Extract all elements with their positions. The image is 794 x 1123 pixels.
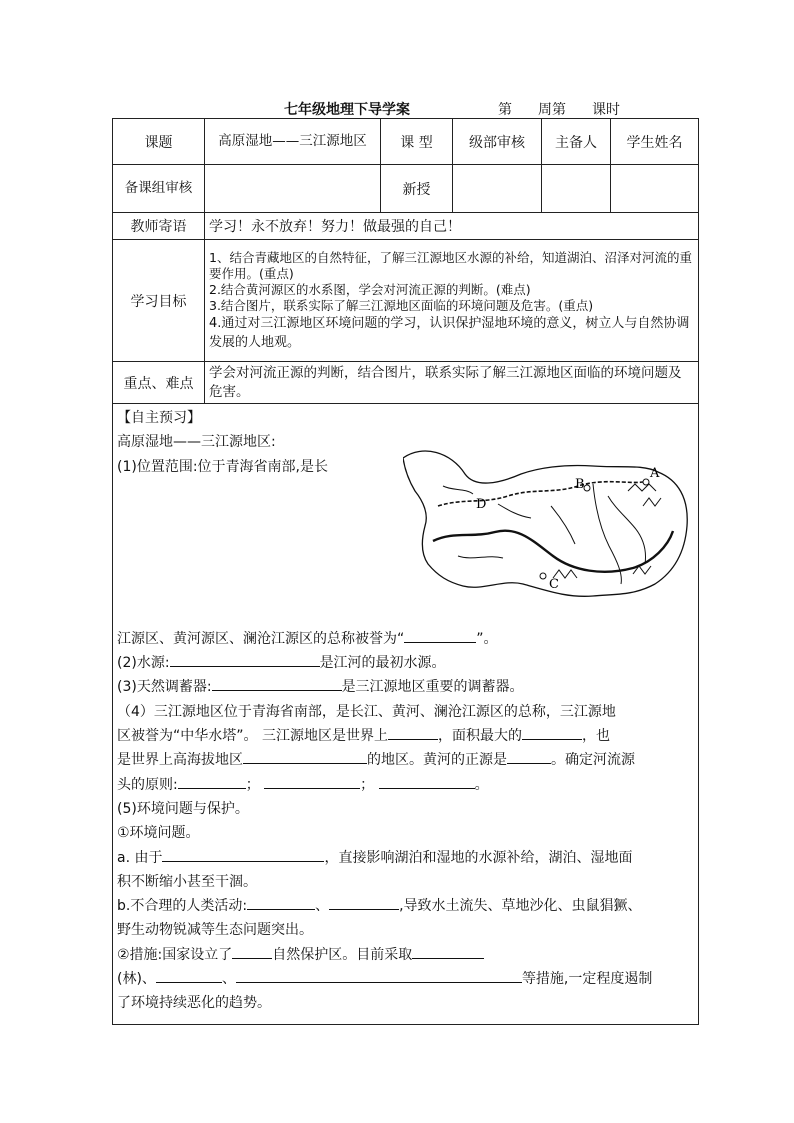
goal-2: 2.结合黄河源区的水系图，学会对河流正源的判断。(难点): [209, 281, 531, 297]
blank-human-activity-2[interactable]: [329, 894, 399, 910]
item-5a1: a. 由于 ，直接影响湖泊和湿地的水源补给，湖泊、湿地面: [117, 846, 694, 870]
table-row: [113, 119, 699, 165]
blank-reserve[interactable]: [232, 943, 272, 959]
item-5c1: ②措施:国家设立了 自然保护区。目前采取: [117, 943, 694, 967]
blank-nickname[interactable]: [404, 627, 476, 643]
page-title: 七年级地理下导学案: [284, 102, 410, 118]
item-4d: 头的原则: ； ； 。: [117, 773, 694, 797]
map-label-c: C: [549, 577, 559, 592]
item-5b2: 野生动物锐减等生态问题突出。: [117, 922, 313, 939]
item-5c3: 了环境持续恶化的趋势。: [117, 995, 271, 1012]
week-blank[interactable]: [512, 105, 538, 119]
sanjiangyuan-map: [403, 446, 693, 614]
table-row: [113, 240, 699, 362]
blank-measure-1[interactable]: [412, 943, 484, 959]
goal-4: 4.通过对三江源地区环境问题的学习，认识保护湿地环境的意义，树立人与自然协调发展的人地观。: [209, 315, 690, 350]
item-1b: 江源区、黄河源区、澜沧江源区的总称被誉为“ ”。: [117, 627, 694, 651]
preview-subheading: 高原湿地——三江源地区:: [117, 434, 276, 451]
item-5a2: 积不断缩小甚至干涸。: [117, 873, 257, 890]
student-name-cell[interactable]: [611, 165, 699, 213]
table-row: [113, 213, 699, 240]
item-5: (5)环境问题与保护。: [117, 800, 249, 817]
table-row: [113, 165, 699, 213]
group-review-cell[interactable]: [205, 165, 381, 213]
header: [112, 97, 697, 117]
blank-principle-3[interactable]: [379, 773, 475, 789]
learning-goals-label: 学习目标: [113, 240, 205, 362]
week-lesson-field: 第 周第 课时: [498, 102, 620, 118]
key-points-label: 重点、难点: [113, 362, 205, 404]
blank-measure-2[interactable]: [156, 967, 222, 983]
item-2: (2)水源: 是江河的最初水源。: [117, 651, 694, 675]
key-points: 学会对河流正源的判断，结合图片，联系实际了解三江源地区面临的环境问题及危害。: [205, 362, 699, 404]
blank-world-feature[interactable]: [388, 724, 438, 740]
map-label-d: D: [476, 497, 487, 512]
guide-table: [112, 118, 699, 1025]
preview-heading: 【自主预习】: [117, 410, 201, 426]
topic-label: 课题: [113, 119, 205, 165]
item-4a: （4）三江源地区位于青海省南部，是长江、黄河、澜沧江源区的总称，三江源地: [117, 703, 616, 720]
review-label: 级部审核: [453, 119, 542, 165]
blank-principle-2[interactable]: [264, 773, 360, 789]
topic-value: 高原湿地——三江源地区: [205, 119, 381, 165]
item-1a: (1)位置范围:位于青海省南部,是长: [117, 458, 328, 475]
goal-1: 1、结合青藏地区的自然特征，了解三江源地区水源的补给，知道湖泊、沼泽对河流的重要作用。(重点): [209, 249, 692, 281]
blank-water-source[interactable]: [170, 651, 320, 667]
lesson-blank[interactable]: [566, 105, 592, 119]
item-3: (3)天然调蓄器: 是三江源地区重要的调蓄器。: [117, 675, 694, 699]
type-label: 课 型: [381, 119, 453, 165]
blank-yellow-river-source[interactable]: [507, 748, 551, 764]
goal-3: 3.结合图片，联系实际了解三江源地区面临的环境问题及危害。(重点): [209, 297, 594, 313]
item-4c: 是世界上高海拔地区 的地区。黄河的正源是 。确定河流源: [117, 748, 694, 772]
blank-regulator[interactable]: [212, 675, 342, 691]
table-row: [113, 362, 699, 404]
review-cell[interactable]: [453, 165, 542, 213]
blank-measure-3[interactable]: [236, 967, 522, 983]
table-row: [113, 404, 699, 1025]
blank-human-activity-1[interactable]: [247, 894, 315, 910]
map-label-a: A: [650, 466, 660, 481]
student-name-label: 学生姓名: [611, 119, 699, 165]
blank-largest-area[interactable]: [522, 724, 582, 740]
self-preview-section: [113, 404, 699, 1025]
preparer-cell[interactable]: [542, 165, 611, 213]
preparer-label: 主备人: [542, 119, 611, 165]
teacher-message: 学习！永不放弃！努力！做最强的自己！: [205, 213, 699, 240]
item-5b1: b.不合理的人类活动: 、 ,导致水土流失、草地沙化、虫鼠猖獗、: [117, 894, 694, 918]
blank-high-altitude[interactable]: [243, 748, 367, 764]
blank-principle-1[interactable]: [178, 773, 246, 789]
blank-cause[interactable]: [162, 846, 324, 862]
group-review-label: 备课组审核: [113, 165, 205, 213]
item-5a: ①环境问题。: [117, 825, 200, 842]
learning-goals: [205, 240, 699, 362]
item-5c2: (林)、 、 等措施,一定程度遏制: [117, 967, 694, 991]
item-4b: 区被誉为“中华水塔”。 三江源地区是世界上 ，面积最大的 ，也: [117, 724, 694, 748]
teacher-message-label: 教师寄语: [113, 213, 205, 240]
type-value: 新授: [381, 165, 453, 213]
map-label-b: B: [575, 477, 585, 492]
